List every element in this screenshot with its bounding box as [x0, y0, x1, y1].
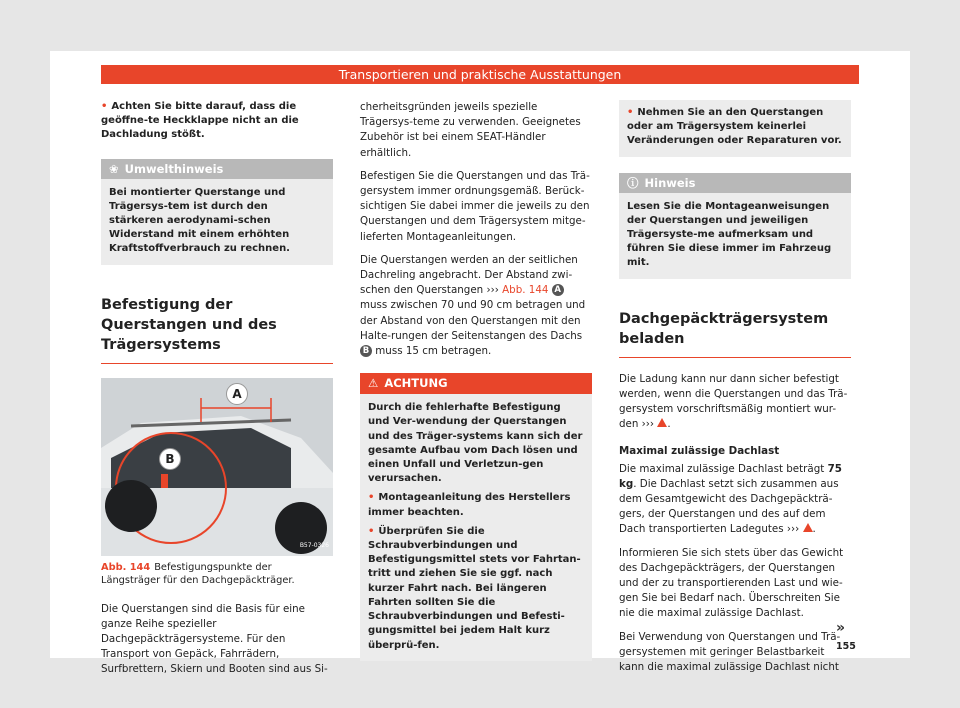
max-load-value: 75 kg: [619, 462, 842, 490]
figure-roof-rack: [101, 378, 333, 556]
figure-caption: [101, 561, 333, 587]
subheading: Maximal zulässige Dachlast: [619, 445, 780, 458]
environment-note-header: [101, 159, 333, 179]
chapter-header: Transportieren und praktische Ausstattungen: [101, 65, 859, 84]
paragraph-3: [360, 253, 592, 359]
caption-text: Befestigungspunkte der Längsträger für den Dachgepäckträger.: [101, 561, 295, 586]
environment-note: [101, 159, 333, 265]
paragraph-3: Informieren Sie sich stets über das Gewicht des Dachgepäckträgers, der Querstangen und der zu transportierenden Last und wie-gen Sie bei Bedarf nach. Überschreiten Sie nie die maximal zulässige Dachlast.: [619, 546, 844, 620]
continue-marker: »: [836, 620, 846, 636]
warning-bullet: • Montageanleitung des Herstellers immer beachten.: [368, 491, 584, 519]
marker-a: A: [552, 284, 564, 296]
paragraph-2-text: . Die Dachlast setzt sich zusammen aus dem Gesamtgewicht des Dachgepäckträ-gers, der Querstangen und des auf dem Dach transportierten Ladegutes ›››: [619, 477, 839, 536]
warning-triangle-icon: ⚠: [368, 376, 379, 391]
hint-header: [619, 173, 851, 193]
bullet-box: [619, 100, 851, 157]
paragraph-1-text: Die Ladung kann nur dann sicher befestigt werden, wenn die Querstangen und das Trä-gersystem vorschriftsmäßig montiert wur-den ›››: [619, 372, 848, 431]
bullet-item: • Nehmen Sie an den Querstangen oder am Trägersystem keinerlei Veränderungen oder Reparaturen vor.: [627, 107, 842, 146]
info-icon: ⓘ: [627, 175, 639, 190]
warning-reference-icon[interactable]: [803, 523, 813, 532]
body-paragraph: Die Querstangen sind die Basis für eine ganze Reihe spezieller Dachgepäckträgersysteme. Für den Transport von Gepäck, Fahrrädern, Surfbrettern, Skiern und Booten sind aus Si-: [101, 602, 328, 676]
paragraph-4: Bei Verwendung von Querstangen und Trä-gersystemen mit geringer Belastbarkeit kann die maximal zulässige Dachlast nicht: [619, 630, 841, 674]
paragraph-3-part: Die Querstangen werden an der seitlichen Dachreling angebracht. Der Abstand zwi-schen den Querstangen ›››: [360, 253, 578, 297]
paragraph-3-part: muss 15 cm betragen.: [375, 345, 492, 358]
paragraph-2: Die maximal zulässige Dachlast beträgt 75 kg. Die Dachlast setzt sich zusammen aus dem Gesamtgewicht des Dachgepäckträ-gers, der Querstangen und des auf dem Dach transportierten Ladegutes ››› .: [619, 462, 842, 536]
warning-box: [360, 373, 592, 660]
column-2: [360, 100, 592, 661]
warning-title: ACHTUNG: [384, 376, 448, 391]
environment-note-text: Bei montierter Querstange und Trägersys-tem ist durch den stärkeren aerodynami-schen Widerstand mit einem erhöhten Kraftstoffverbrauch zu rechnen.: [101, 179, 333, 265]
section-title: Befestigung der Querstangen und des Trägersystems: [101, 295, 333, 364]
warning-bullet: • Überprüfen Sie die Schraubverbindungen und Befestigungsmittel stets vor Fahrtan-tritt und ziehen Sie sie ggf. nach kurzer Fahrt nach. Bei längeren Fahrten sollten Sie die Schraubverbindungen und Befesti-gungsmittel bei jedem Halt kurz überprü-fen.: [368, 525, 584, 653]
hint-box: [619, 173, 851, 279]
bullet-item: • Achten Sie bitte darauf, dass die geöffne-te Heckklappe nicht an die Dachladung stößt.: [101, 100, 333, 143]
column-3: [619, 100, 851, 683]
paragraph-2-text: Die maximal zulässige Dachlast beträgt: [619, 462, 825, 475]
hint-title: Hinweis: [644, 175, 696, 190]
hint-text: Lesen Sie die Montageanweisungen der Querstangen und jeweiligen Trägersyste-me aufmerksam und führen Sie diese immer im Fahrzeug mit.: [619, 193, 851, 279]
caption-number: Abb. 144: [101, 561, 151, 573]
paragraph-1: Die Ladung kann nur dann sicher befestigt werden, wenn die Querstangen und das Trä-gersystem vorschriftsmäßig montiert wur-den ››› .: [619, 372, 848, 431]
column-1: [101, 100, 333, 686]
warning-text: Durch die fehlerhafte Befestigung und Ver-wendung der Querstangen und des Träger-systems kann sich der gesamte Aufbau vom Dach lösen und einen Unfall und Verletzun-gen verursachen.: [368, 402, 583, 485]
marker-b: B: [360, 345, 372, 357]
environment-note-title: Umwelthinweis: [124, 161, 224, 176]
section-title: Dachgepäckträgersystem beladen: [619, 309, 851, 358]
paragraph-2: Befestigen Sie die Querstangen und das Trä-gersystem immer ordnungsgemäß. Berück-sichtigen Sie dabei immer die jeweils zu den Querstangen und dem Trägersystem mitge-lieferten Montageanleitungen.: [360, 169, 590, 243]
label-a: A: [226, 383, 248, 405]
car-roof-illustration: [101, 378, 333, 556]
leaf-icon: ❀: [109, 161, 119, 176]
figure-code: B57-0326: [299, 542, 329, 550]
paragraph-1: cherheitsgründen jeweils spezielle Trägersys-teme zu verwenden. Geeignetes Zubehör ist bei einem SEAT-Händler erhältlich.: [360, 101, 581, 159]
paragraph-3-part: muss zwischen 70 und 90 cm betragen und der Abstand von den Querstangen mit den Halte-rungen der Seitenstangen des Dachs: [360, 299, 586, 342]
label-b: B: [159, 448, 181, 470]
warning-header: [360, 373, 592, 394]
warning-body: [360, 394, 592, 660]
warning-reference-icon[interactable]: [657, 418, 667, 427]
figure-reference-link[interactable]: Abb. 144: [502, 284, 549, 297]
page-number: 155: [836, 641, 856, 652]
